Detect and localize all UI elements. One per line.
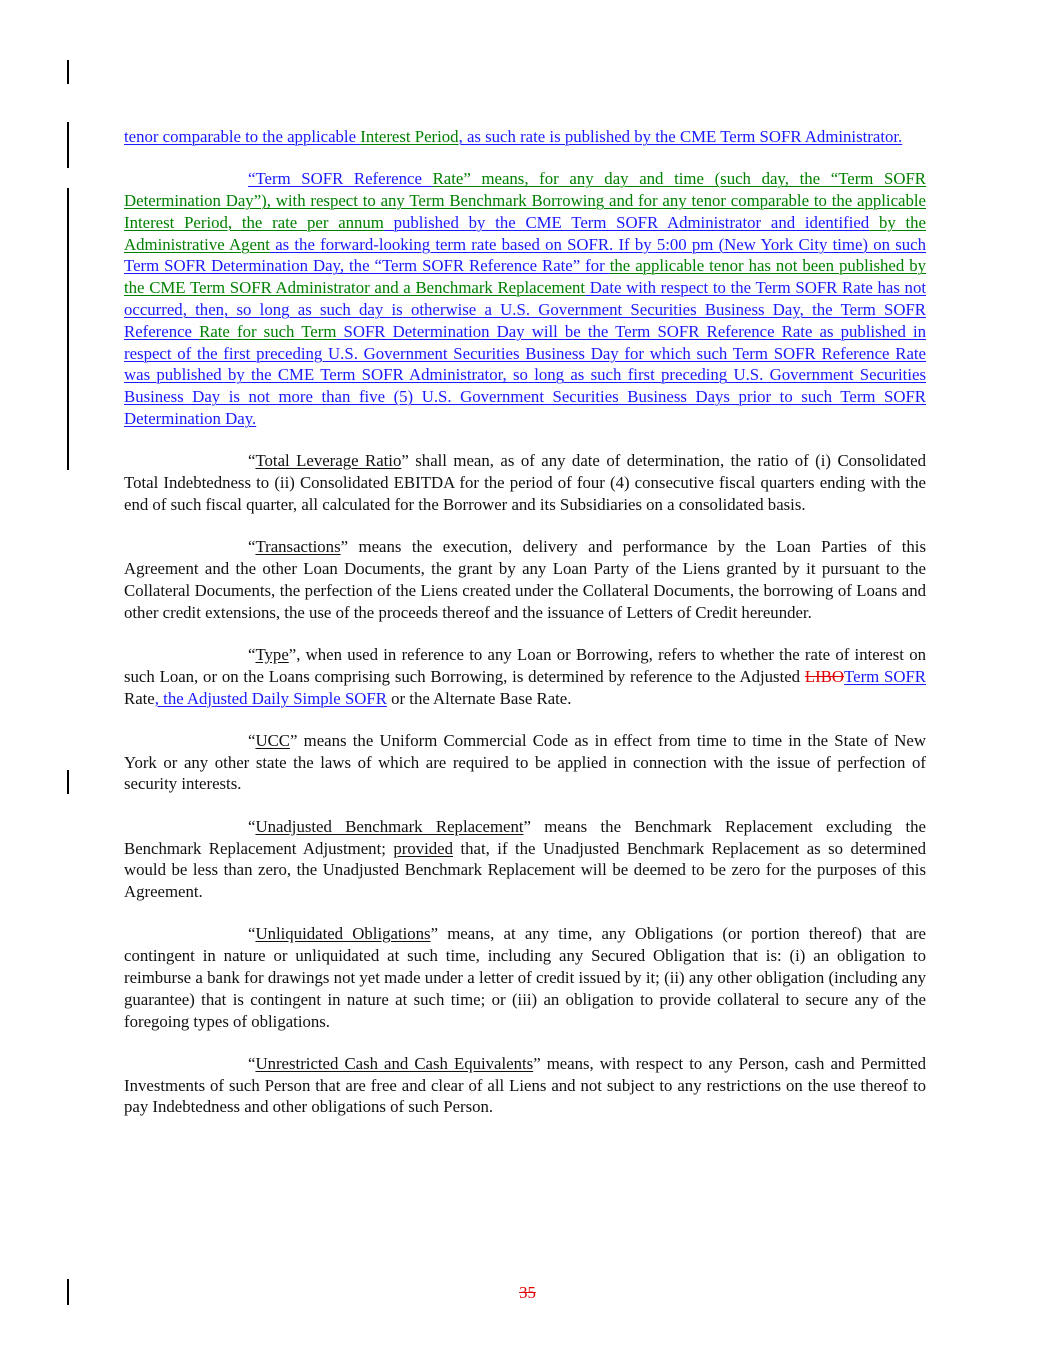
- change-bar: [67, 60, 69, 84]
- definition-text: ” means, with respect to any Person, cash and Permitted Investments of such Person that are free and clear of all Liens and not subject to any restrictions on the use thereof to pay Indebtedness and other obligations of such Person.: [124, 1053, 926, 1117]
- open-quote: “: [248, 924, 256, 944]
- defined-term: Unliquidated Obligations: [255, 924, 431, 944]
- defined-term: Unadjusted Benchmark Replacement: [255, 816, 524, 836]
- definition-type: [124, 644, 926, 709]
- definition-text: ” means the Benchmark Replacement excluding the Benchmark Replacement Adjustment;: [124, 816, 926, 858]
- defined-term: Unrestricted Cash and Cash Equivalents: [255, 1053, 534, 1073]
- definition-unliquidated-obligations: [124, 923, 926, 1032]
- defined-term: UCC: [255, 730, 290, 750]
- provided-term: provided: [393, 838, 454, 858]
- definition-unrestricted-cash: [124, 1053, 926, 1118]
- inserted-text-green: the applicable tenor has not been published by the CME Term SOFR Administrator and a Benchmark Replacement: [124, 256, 927, 298]
- inserted-text-green: Rate for such Term: [199, 321, 337, 341]
- inserted-text: tenor comparable to the applicable: [124, 127, 361, 146]
- inserted-text: SOFR Determination Day will be the Term SOFR Reference Rate as published in respect of the first preceding U.S. Government Securities Business Day for which such Term SOFR Reference Rate was published by the CME Term SOFR Administrator, so long as such first preceding U.S. Government Securities Business Day is not more than five (5) U.S. Government Securities Business Days prior to such Term SOFR Determination Day.: [124, 321, 927, 429]
- open-quote: “: [248, 816, 256, 836]
- definition-unadjusted-benchmark-replacement: [124, 816, 926, 903]
- definition-text: ” shall mean, as of any date of determination, the ratio of (i) Consolidated Total Indebtedness to (ii) Consolidated EBITDA for the period of four (4) consecutive fiscal quarters ending with the end of such fiscal quarter, all calculated for the Borrower and its Subsidiaries on a consolidated basis.: [124, 451, 927, 514]
- defined-term: Type: [255, 644, 289, 664]
- definition-text: that, if the Unadjusted Benchmark Replacement as so determined would be less than zero, the Unadjusted Benchmark Replacement will be deemed to be zero for the purposes of this Agreement.: [124, 838, 926, 902]
- definition-text: or the Alternate Base Rate.: [386, 688, 572, 708]
- document-body: [124, 126, 926, 1139]
- definition-transactions: [124, 536, 926, 623]
- definition-text: Rate: [124, 688, 155, 708]
- inserted-text-green: Interest Period, the rate per annum: [124, 212, 384, 232]
- open-quote: “: [248, 644, 256, 664]
- deleted-text: LIBO: [804, 666, 845, 686]
- definition-text: ”, when used in reference to any Loan or Borrowing, refers to whether the rate of interest on such Loan, or on the Loans comprising such Borrowing, is determined by reference to the Adjusted: [124, 644, 926, 686]
- inserted-text-green: Interest Period: [360, 127, 459, 146]
- definition-text: ” means, at any time, any Obligations (or portion thereof) that are contingent in nature or unliquidated at such time, including any Secured Obligation that is: (i) an obligation to reimburse a bank for drawings not yet made under a letter of credit issued by it; (ii) any other obligation (including any guarantee) that is contingent in nature at such time; or (iii) an obligation to provide collateral to secure any of the foregoing types of obligations.: [124, 924, 926, 1031]
- inserted-text: published by the CME Term SOFR Administrator and identified: [383, 212, 870, 232]
- inserted-text: , as such rate is published by the CME Term SOFR Administrator.: [458, 127, 903, 146]
- definition-text: ” means the execution, delivery and performance by the Loan Parties of this Agreement and the other Loan Documents, the grant by any Loan Party of the Liens granted by it pursuant to the Collateral Documents, the perfection of the Liens created under the Collateral Documents, the borrowing of Loans and other credit extensions, the use of the proceeds thereof and the issuance of Letters of Credit hereunder.: [124, 537, 926, 622]
- definition-total-leverage-ratio: [124, 450, 926, 515]
- definition-ucc: [124, 730, 926, 795]
- change-bar: [67, 122, 69, 168]
- definition-term-sofr-reference-rate: [124, 168, 926, 430]
- inserted-text-green: by the Administrative Agent: [124, 212, 926, 254]
- inserted-text: “Term SOFR Reference: [248, 169, 433, 189]
- open-quote: “: [248, 451, 256, 471]
- open-quote: “: [248, 537, 256, 557]
- inserted-text-green: Rate” means, for any day and time (such day, the “Term SOFR Determination Day”), with respect to any Term Benchmark Borrowing and for any tenor comparable to the applicable: [124, 169, 927, 211]
- change-bar: [67, 188, 69, 470]
- definition-text: ” means the Uniform Commercial Code as in effect from time to time in the State of New York or any other state the laws of which are required to be applied in connection with the issue of perfection of security interests.: [124, 730, 926, 794]
- defined-term: Total Leverage Ratio: [255, 451, 402, 471]
- inserted-text: Date with respect to the Term SOFR Rate has not occurred, then, so long as such day is otherwise a U.S. Government Securities Business Day, the Term SOFR Reference: [124, 278, 926, 341]
- page-number: [0, 1283, 1055, 1303]
- definition-continuation: [124, 126, 926, 148]
- inserted-text: , the Adjusted Daily Simple SOFR: [154, 688, 387, 708]
- inserted-text: Term SOFR: [844, 666, 927, 686]
- change-bar: [67, 770, 69, 794]
- defined-term: Transactions: [255, 537, 341, 557]
- page-number-text: 35: [519, 1283, 536, 1302]
- inserted-text: as the forward-looking term rate based on SOFR. If by 5:00 pm (New York City time) on such Term SOFR Determination Day, the “Term SOFR Reference Rate” for: [124, 234, 926, 276]
- open-quote: “: [248, 730, 256, 750]
- open-quote: “: [248, 1053, 256, 1073]
